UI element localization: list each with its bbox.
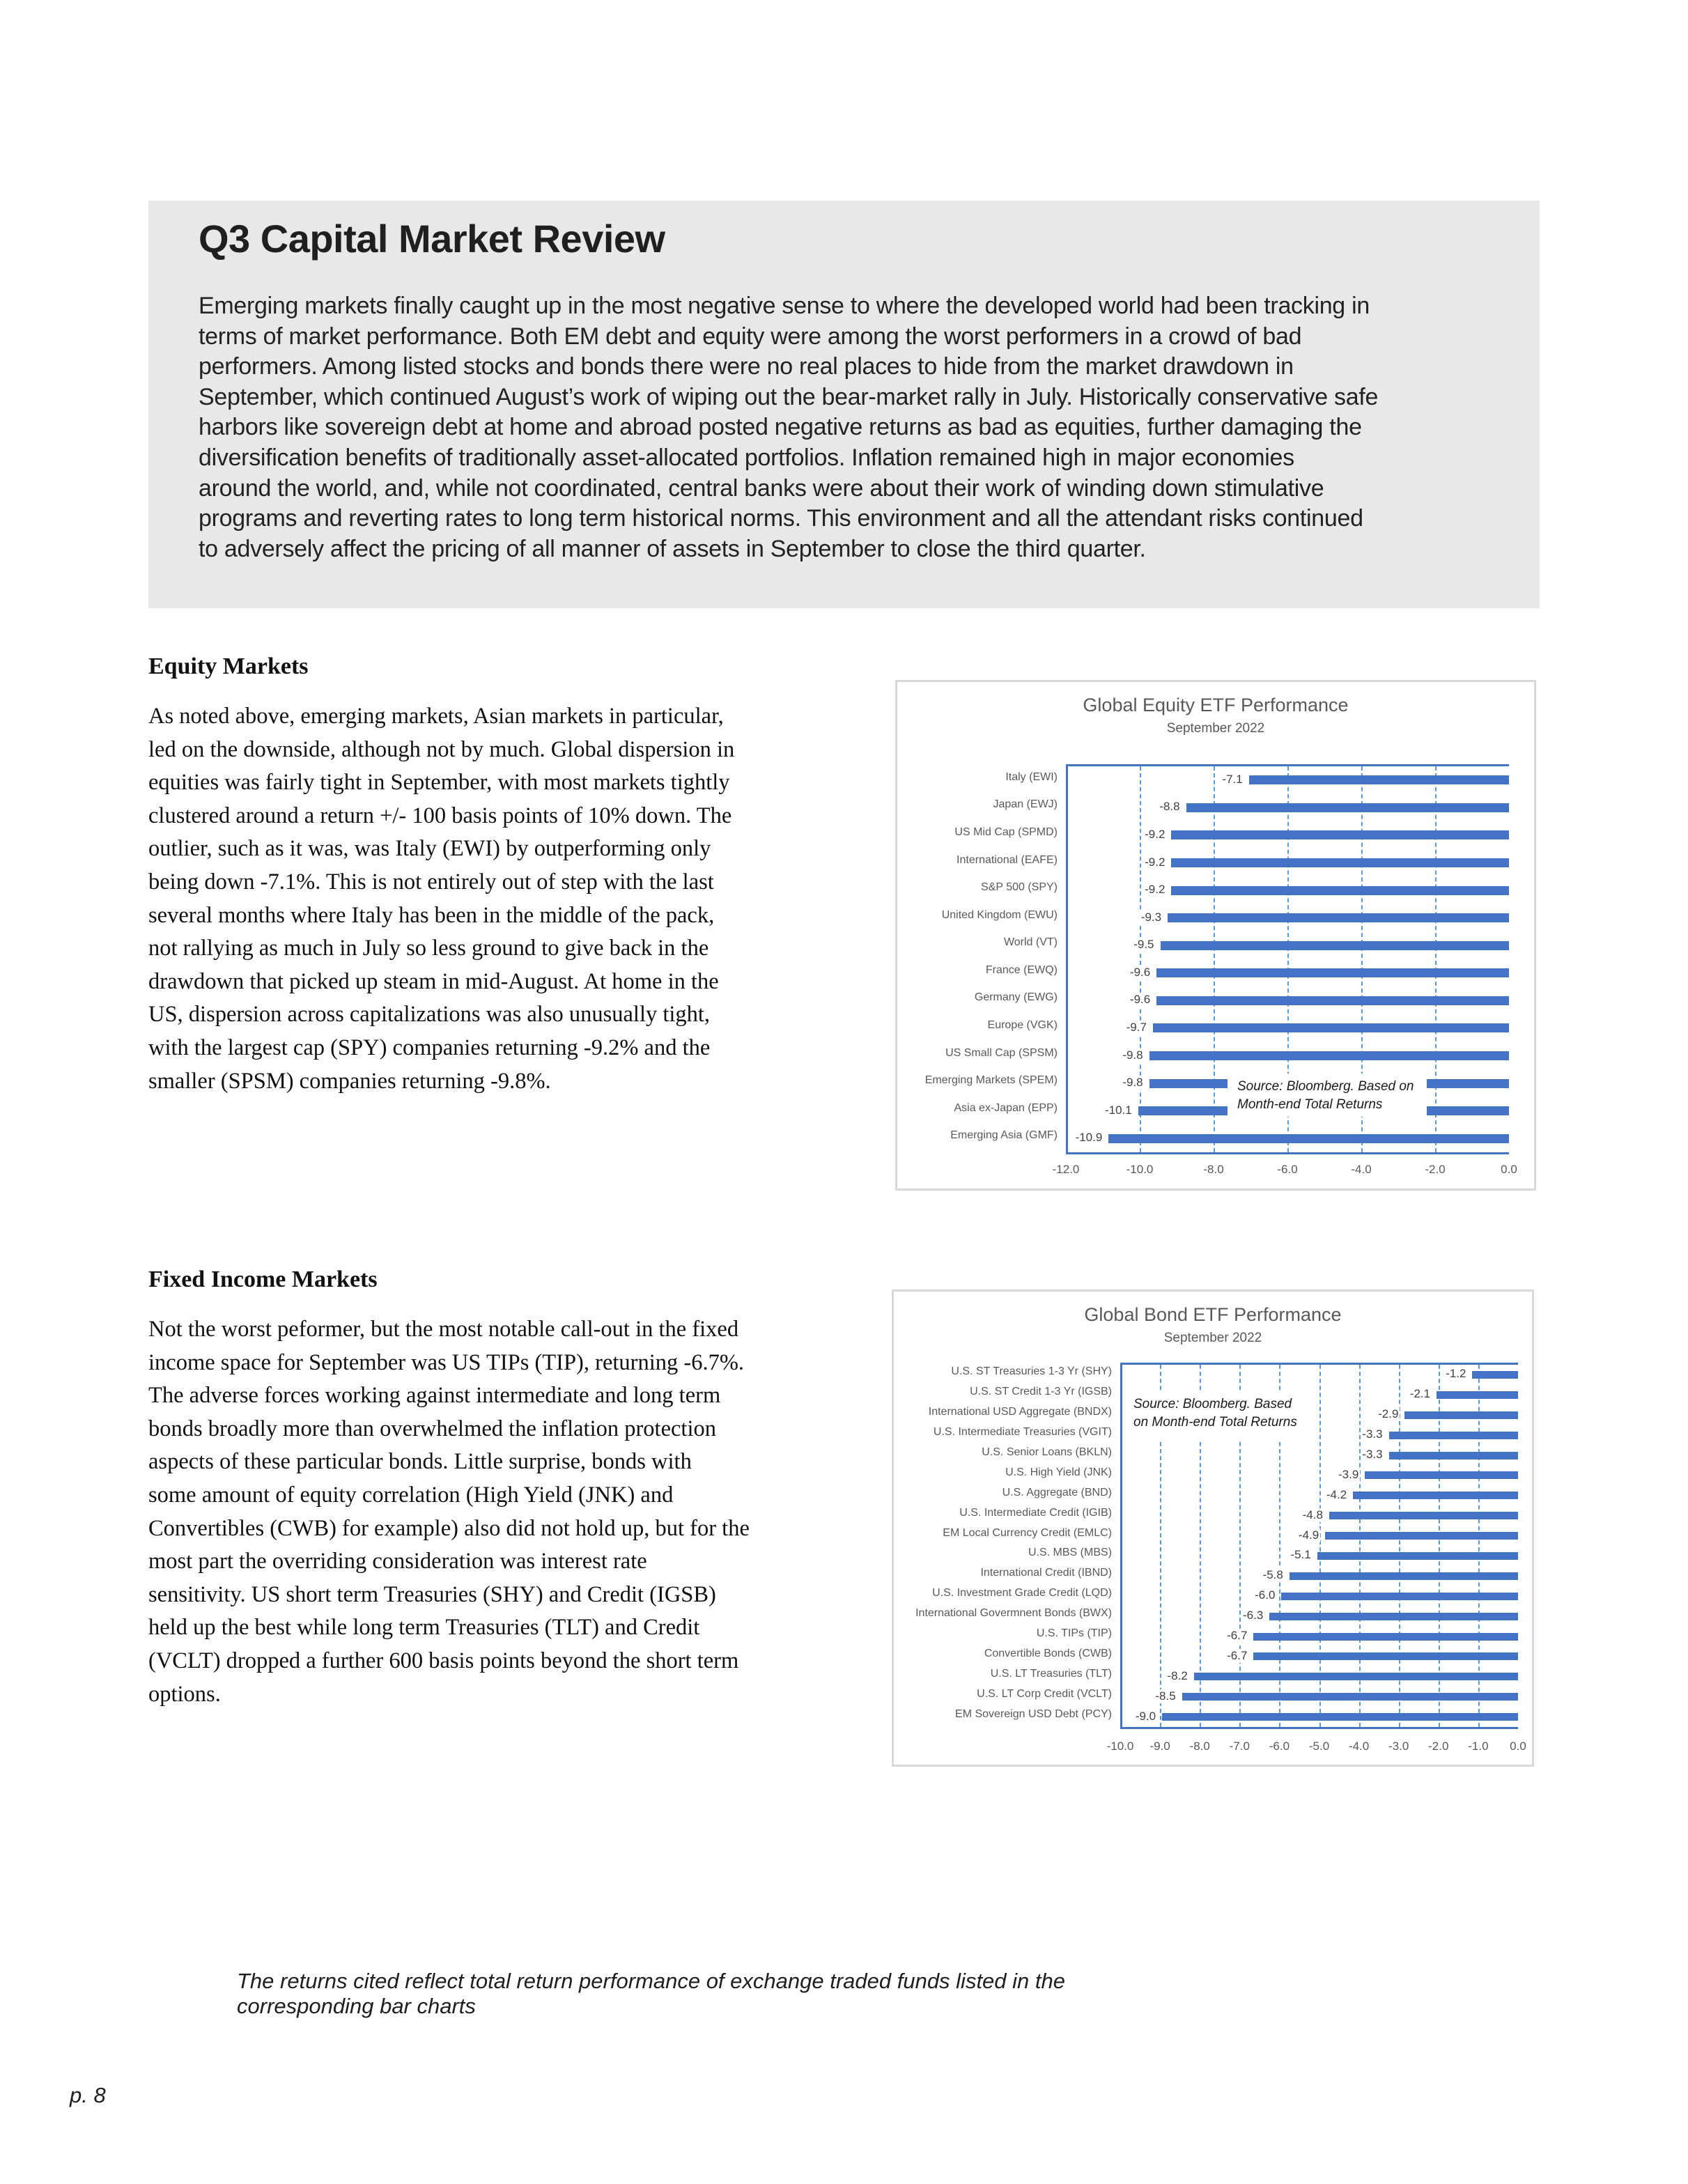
bar xyxy=(1168,913,1509,922)
summary-line: terms of market performance. Both EM debt and equity were among the worst performers in a crowd of bad xyxy=(199,323,1302,350)
fixed-income-body xyxy=(148,1313,750,1711)
x-tick-label: -1.0 xyxy=(1468,1740,1489,1753)
bar-value-label: -3.9 xyxy=(1338,1467,1359,1481)
x-tick-label: 0.0 xyxy=(1501,1163,1517,1176)
fixed-income-line: Not the worst peformer, but the most notable call-out in the fixed xyxy=(148,1317,739,1342)
category-label: Italy (EWI) xyxy=(1005,770,1058,783)
category-label: US Mid Cap (SPMD) xyxy=(954,826,1058,838)
category-label: Emerging Markets (SPEM) xyxy=(924,1074,1058,1087)
equity-line: being down -7.1%. This is not entirely out of step with the last xyxy=(148,869,714,894)
bar xyxy=(1325,1532,1518,1540)
bar-value-label: -8.5 xyxy=(1155,1689,1176,1703)
source-annotation xyxy=(1124,1391,1319,1441)
x-tick-label: -2.0 xyxy=(1425,1163,1446,1176)
bar xyxy=(1253,1652,1518,1660)
bar-value-label: -6.7 xyxy=(1227,1629,1248,1642)
fixed-income-heading: Fixed Income Markets xyxy=(148,1267,378,1292)
source-annotation xyxy=(1228,1074,1427,1117)
x-tick-label: -6.0 xyxy=(1277,1163,1298,1176)
source-line: on Month-end Total Returns xyxy=(1133,1415,1297,1430)
category-label: U.S. LT Treasuries (TLT) xyxy=(990,1667,1112,1680)
x-tick-label: -4.0 xyxy=(1351,1163,1372,1176)
category-label: U.S. TIPs (TIP) xyxy=(1036,1627,1112,1639)
bar xyxy=(1353,1492,1518,1499)
bar xyxy=(1437,1391,1518,1399)
bar-value-label: -9.2 xyxy=(1145,827,1166,841)
bar-value-label: -9.5 xyxy=(1133,938,1154,952)
bar-value-label: -9.2 xyxy=(1145,883,1166,897)
fixed-income-line: aspects of these particular bonds. Little surprise, bonds with xyxy=(148,1449,692,1475)
bar xyxy=(1472,1371,1518,1379)
bar xyxy=(1253,1633,1518,1641)
x-tick-label: -8.0 xyxy=(1203,1163,1224,1176)
bar xyxy=(1249,775,1509,784)
summary-line: harbors like sovereign debt at home and abroad posted negative returns as bad as equities, further damaging the xyxy=(199,414,1362,441)
fixed-income-line: sensitivity. US short term Treasuries (SHY) and Credit (IGSB) xyxy=(148,1581,716,1607)
x-tick-label: -5.0 xyxy=(1308,1740,1330,1753)
bar xyxy=(1269,1613,1518,1620)
summary-line: performers. Among listed stocks and bonds there were no real places to hide from the market drawdown in xyxy=(199,353,1294,380)
bar-value-label: -4.9 xyxy=(1298,1528,1319,1542)
bar-value-label: -5.8 xyxy=(1262,1568,1283,1582)
bar-value-label: -9.7 xyxy=(1126,1020,1147,1034)
bar xyxy=(1317,1552,1518,1560)
category-label: S&P 500 (SPY) xyxy=(981,881,1058,894)
bar-value-label: -9.6 xyxy=(1129,965,1151,979)
equity-line: smaller (SPSM) companies returning -9.8%. xyxy=(148,1068,551,1094)
banner-summary xyxy=(199,291,1508,564)
x-tick-label: -9.0 xyxy=(1149,1740,1170,1753)
bar-value-label: -10.9 xyxy=(1075,1131,1103,1145)
category-label: U.S. Aggregate (BND) xyxy=(1002,1486,1112,1498)
fixed-income-line: income space for September was US TIPs (TIP), returning -6.7%. xyxy=(148,1349,745,1375)
bar xyxy=(1404,1411,1518,1419)
summary-line: around the world, and, while not coordinated, central banks were about their work of winding down stimulative xyxy=(199,474,1324,502)
bar-value-label: -10.1 xyxy=(1104,1103,1132,1117)
category-label: EM Local Currency Credit (EMLC) xyxy=(943,1526,1112,1539)
bar xyxy=(1281,1593,1518,1600)
bar xyxy=(1329,1512,1518,1519)
bar-value-label: -3.3 xyxy=(1362,1427,1383,1441)
gridline xyxy=(1214,766,1215,1152)
category-label: EM Sovereign USD Debt (PCY) xyxy=(955,1707,1112,1720)
bar xyxy=(1389,1452,1518,1459)
chart-subtitle: September 2022 xyxy=(1163,1331,1262,1345)
category-label: Europe (VGK) xyxy=(987,1019,1058,1031)
summary-line: to adversely affect the pricing of all manner of assets in September to close the third quarter. xyxy=(199,535,1146,562)
bar-value-label: -9.8 xyxy=(1122,1076,1143,1090)
equity-line: outlier, such as it was, was Italy (EWI) by outperforming only xyxy=(148,836,711,862)
category-label: International Govermnent Bonds (BWX) xyxy=(915,1607,1112,1620)
bar xyxy=(1156,996,1509,1005)
equity-heading: Equity Markets xyxy=(148,653,309,679)
bar xyxy=(1182,1693,1518,1701)
x-tick-label: -4.0 xyxy=(1348,1740,1370,1753)
fixed-income-line: some amount of equity correlation (High Yield (JNK) and xyxy=(148,1482,674,1508)
bar-value-label: -2.9 xyxy=(1378,1407,1399,1421)
bar xyxy=(1153,1023,1509,1032)
x-tick-label: 0.0 xyxy=(1510,1740,1526,1753)
bar xyxy=(1149,1051,1509,1060)
equity-line: led on the downside, although not by much. Global dispersion in xyxy=(148,736,735,762)
bar-value-label: -8.2 xyxy=(1167,1668,1188,1682)
page-number: p. 8 xyxy=(70,2083,106,2107)
category-label: Germany (EWG) xyxy=(974,991,1058,1004)
bar-value-label: -4.8 xyxy=(1302,1508,1323,1521)
bar-value-label: -8.8 xyxy=(1159,800,1180,814)
bar-value-label: -6.7 xyxy=(1227,1648,1248,1662)
category-label: U.S. Investment Grade Credit (LQD) xyxy=(932,1587,1112,1600)
bar xyxy=(1162,1713,1518,1721)
bar-value-label: -3.3 xyxy=(1362,1448,1383,1461)
category-label: International (EAFE) xyxy=(957,853,1058,866)
category-label: U.S. ST Treasuries 1-3 Yr (SHY) xyxy=(951,1365,1112,1378)
category-label: Emerging Asia (GMF) xyxy=(950,1129,1058,1142)
bar xyxy=(1171,858,1509,867)
chart-footnote xyxy=(237,1969,1065,2019)
equity-line: not rallying as much in July so less ground to give back in the xyxy=(148,936,709,961)
bar-value-label: -6.3 xyxy=(1242,1609,1264,1622)
bar xyxy=(1171,830,1509,839)
category-label: France (EWQ) xyxy=(985,963,1058,976)
bar xyxy=(1161,941,1510,950)
bar-value-label: -9.3 xyxy=(1140,910,1162,924)
category-label: International Credit (IBND) xyxy=(980,1567,1112,1579)
bar-value-label: -6.0 xyxy=(1255,1588,1276,1602)
x-tick-label: -6.0 xyxy=(1269,1740,1290,1753)
category-label: World (VT) xyxy=(1003,936,1058,949)
summary-line: programs and reverting rates to long term historical norms. This environment and all the attendant risks continued xyxy=(199,505,1363,532)
category-label: U.S. ST Credit 1-3 Yr (IGSB) xyxy=(970,1386,1112,1398)
bar-value-label: -4.2 xyxy=(1326,1487,1347,1501)
gridline xyxy=(1140,766,1141,1152)
fixed-income-line: (VCLT) dropped a further 600 basis points beyond the short term xyxy=(148,1648,739,1673)
x-tick-label: -2.0 xyxy=(1428,1740,1449,1753)
chart-subtitle: September 2022 xyxy=(1166,721,1265,736)
chart-title: Global Equity ETF Performance xyxy=(1083,695,1349,715)
bar-value-label: -1.2 xyxy=(1446,1367,1466,1381)
equity-line: drawdown that picked up steam in mid-August. At home in the xyxy=(148,968,719,994)
equity-line: clustered around a return +/- 100 basis points of 10% down. The xyxy=(148,803,732,828)
footnote-line: The returns cited reflect total return performance of exchange traded funds listed in the xyxy=(237,1969,1065,1993)
bar-value-label: -9.2 xyxy=(1145,855,1166,869)
bar xyxy=(1108,1134,1509,1143)
chart-title: Global Bond ETF Performance xyxy=(1084,1304,1342,1325)
x-tick-label: -10.0 xyxy=(1106,1740,1134,1753)
x-tick-label: -8.0 xyxy=(1189,1740,1210,1753)
x-tick-label: -3.0 xyxy=(1388,1740,1409,1753)
source-line: Month-end Total Returns xyxy=(1237,1097,1383,1112)
summary-line: September, which continued August’s work of wiping out the bear-market rally in July. Historically conservative safe xyxy=(199,383,1379,410)
fixed-income-line: The adverse forces working against intermediate and long term xyxy=(148,1383,721,1409)
bar xyxy=(1389,1432,1518,1439)
equity-line: equities was fairly tight in September, with most markets tightly xyxy=(148,770,730,796)
x-tick-label: -12.0 xyxy=(1052,1163,1080,1176)
bar-value-label: -9.8 xyxy=(1122,1048,1143,1062)
bar xyxy=(1186,803,1509,812)
source-line: Source: Bloomberg. Based on xyxy=(1237,1079,1414,1094)
fixed-income-line: Convertibles (CWB) for example) also did not hold up, but for the xyxy=(148,1515,750,1541)
category-label: Asia ex-Japan (EPP) xyxy=(954,1101,1058,1114)
bar-value-label: -7.1 xyxy=(1222,772,1243,786)
x-tick-label: -7.0 xyxy=(1229,1740,1250,1753)
category-label: U.S. High Yield (JNK) xyxy=(1005,1466,1112,1478)
x-tick-label: -10.0 xyxy=(1126,1163,1154,1176)
fixed-income-line: held up the best while long term Treasuries (TLT) and Credit xyxy=(148,1615,700,1641)
bar-value-label: -9.0 xyxy=(1135,1709,1156,1723)
category-label: U.S. LT Corp Credit (VCLT) xyxy=(977,1687,1112,1700)
category-label: US Small Cap (SPSM) xyxy=(945,1046,1058,1059)
equity-line: As noted above, emerging markets, Asian markets in particular, xyxy=(148,704,724,729)
bar xyxy=(1194,1673,1518,1680)
equity-line: several months where Italy has been in the middle of the pack, xyxy=(148,902,715,928)
bar xyxy=(1156,968,1509,977)
bar xyxy=(1171,886,1509,895)
bar-value-label: -9.6 xyxy=(1129,993,1151,1007)
fixed-income-line: options. xyxy=(148,1681,221,1707)
summary-line: Emerging markets finally caught up in the most negative sense to where the developed world had been tracking in xyxy=(199,293,1370,319)
summary-line: diversification benefits of traditionally asset-allocated portfolios. Inflation remained high in major economies xyxy=(199,444,1294,471)
equity-etf-chart xyxy=(895,680,1536,1191)
fixed-income-line: bonds broadly more than overwhelmed the inflation protection xyxy=(148,1416,716,1441)
category-label: Japan (EWJ) xyxy=(993,798,1058,811)
category-label: International USD Aggregate (BNDX) xyxy=(928,1406,1112,1418)
equity-line: with the largest cap (SPY) companies returning -9.2% and the xyxy=(148,1035,711,1060)
source-line: Source: Bloomberg. Based xyxy=(1133,1397,1292,1411)
category-label: Convertible Bonds (CWB) xyxy=(984,1647,1112,1659)
category-label: U.S. Senior Loans (BKLN) xyxy=(982,1446,1112,1458)
bar-value-label: -2.1 xyxy=(1409,1387,1431,1401)
category-label: United Kingdom (EWU) xyxy=(941,908,1058,921)
bar xyxy=(1365,1471,1518,1479)
fixed-income-line: most part the overriding consideration was interest rate xyxy=(148,1549,647,1574)
equity-body xyxy=(148,700,734,1098)
page-title: Q3 Capital Market Review xyxy=(199,217,665,261)
category-label: U.S. MBS (MBS) xyxy=(1028,1547,1112,1559)
bar-value-label: -5.1 xyxy=(1290,1548,1311,1562)
review-banner xyxy=(148,201,1540,608)
category-label: U.S. Intermediate Treasuries (VGIT) xyxy=(933,1426,1112,1439)
bond-etf-chart xyxy=(892,1290,1534,1767)
bar xyxy=(1290,1572,1518,1580)
gridline xyxy=(1435,766,1437,1152)
equity-line: US, dispersion across capitalizations was also unusually tight, xyxy=(148,1002,711,1028)
category-label: U.S. Intermediate Credit (IGIB) xyxy=(959,1506,1112,1519)
footnote-line: corresponding bar charts xyxy=(237,1994,476,2018)
